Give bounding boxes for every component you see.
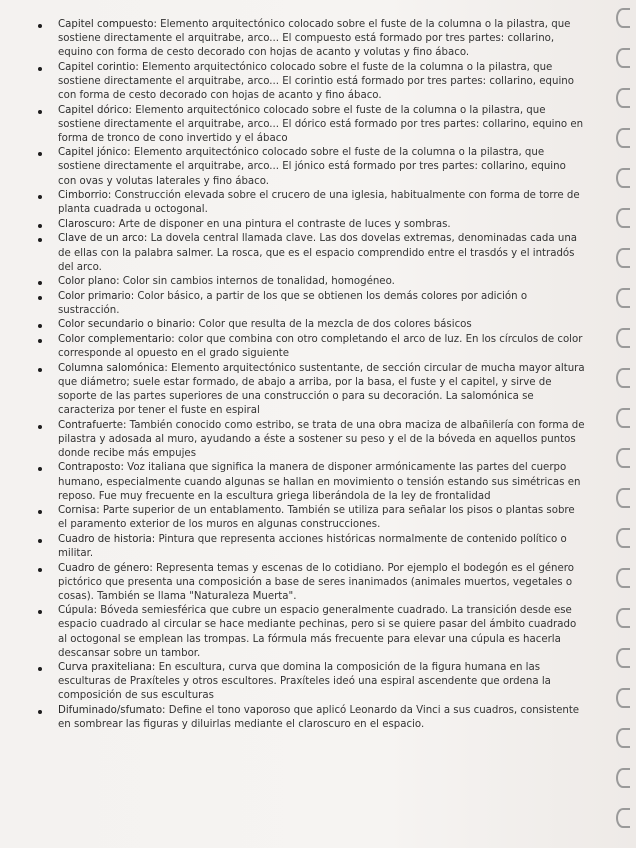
entry-term: Difuminado/sfumato:	[58, 705, 166, 716]
entry-definition: Elemento arquitectónico sustentante, de sección circular de mucha mayor altura que diámetro; suele estar formado, de abajo a arriba, por la basa, el fuste y el capitel, y sirve de soporte de las partes superiores de una construcción o para su decoración. La salomónica se caracteriza por tener el fuste en espiral	[58, 362, 585, 417]
list-item	[58, 218, 586, 232]
entry-definition: Parte superior de un entablamento. También se utiliza para señalar los pisos o plantas sobre el paramento exterior de los muros en algunas construcciones.	[58, 505, 575, 531]
binder-ring	[616, 128, 630, 148]
entry-term: Cúpula:	[58, 605, 97, 617]
binder-ring	[616, 768, 630, 788]
entry-term: Cuadro de género:	[58, 562, 153, 574]
entry-term: Contrafuerte:	[58, 419, 127, 431]
entry-definition: Define el tono vaporoso que aplicó Leonardo da Vinci a sus cuadros, consistente en sombrear las figuras y diluirlas mediante el claroscuro en el espacio.	[58, 705, 580, 731]
binder-ring	[616, 568, 630, 588]
binder-ring	[616, 728, 630, 748]
list-item	[58, 504, 586, 532]
entry-term: Columna salomónica:	[58, 362, 168, 374]
entry-term: Capitel jónico:	[58, 147, 131, 159]
list-item	[58, 318, 586, 332]
list-item	[58, 18, 586, 60]
entry-term: Color secundario o binario:	[58, 319, 196, 331]
binder-ring	[616, 408, 630, 428]
binder-ring	[616, 328, 630, 348]
list-item	[58, 604, 586, 660]
entry-definition: color que combina con otro completando el arco de luz. En los círculos de color corresponde al opuesto en el grado siguiente	[58, 334, 583, 360]
list-item	[58, 461, 586, 503]
entry-definition: Color básico, a partir de los que se obtienen los demás colores por adición o sustracción.	[58, 290, 528, 316]
entry-definition: Elemento arquitectónico colocado sobre el fuste de la columna o la pilastra, que sostiene directamente el arquitrabe, arco... El corintio está formado por tres partes: collarino, equino con forma de cesto decorado con hojas de acanto y fino ábaco.	[58, 61, 574, 101]
entry-term: Curva praxiteliana:	[58, 662, 156, 674]
list-item	[58, 104, 586, 146]
list-item	[58, 419, 586, 461]
entry-definition: Arte de disponer en una pintura el contraste de luces y sombras.	[115, 218, 451, 230]
entry-term: Claroscuro:	[58, 218, 116, 230]
binder-ring	[616, 528, 630, 548]
entry-term: Capitel corintio:	[58, 61, 139, 73]
entry-term: Contraposto:	[58, 462, 124, 474]
list-item	[58, 290, 586, 318]
entry-term: Color complementario:	[58, 334, 175, 346]
binder-ring	[616, 248, 630, 268]
binder-ring	[616, 688, 630, 708]
entry-definition: Construcción elevada sobre el crucero de una iglesia, habitualmente con forma de torre de planta cuadrada u octogonal.	[58, 190, 580, 216]
binder-ring	[616, 88, 630, 108]
list-item	[58, 189, 586, 217]
entry-definition: Color sin cambios internos de tonalidad, homogéneo.	[119, 276, 395, 288]
entry-term: Cimborrio:	[58, 190, 112, 202]
binder-ring	[616, 448, 630, 468]
entry-definition: Bóveda semiesférica que cubre un espacio generalmente cuadrado. La transición desde ese espacio cuadrado al circular se hace mediante pechinas, pero si se quiere pasar del ámbito cuadrado al octogonal se emplean las trompas. La fórmula más frecuente para elevar una cúpula es hacerla descansar sobre un tambor.	[58, 605, 577, 659]
entry-definition: También conocido como estribo, se trata de una obra maciza de albañilería con forma de pilastra y adosada al muro, ayudando a éste a sostener su peso y el de la bóveda en aquellos puntos donde recibe más empujes	[58, 419, 585, 459]
entry-definition: Pintura que representa acciones históricas normalmente de contenido político o militar.	[58, 533, 567, 559]
entry-term: Cuadro de historia:	[58, 533, 156, 545]
binder-ring	[616, 48, 630, 68]
list-item	[58, 704, 586, 732]
entry-definition: Elemento arquitectónico colocado sobre el fuste de la columna o la pilastra, que sostiene directamente el arquitrabe, arco... El jónico está formado por tres partes: collarino, equino con ovas y volutas laterales y fino ábaco.	[58, 147, 566, 187]
entry-definition: Elemento arquitectónico colocado sobre el fuste de la columna o la pilastra, que sostiene directamente el arquitrabe, arco... El compuesto está formado por tres partes: collarino, equino con forma de cesto decorado con hojas de acanto y volutas y fino ábaco.	[58, 19, 571, 59]
entry-definition: Elemento arquitectónico colocado sobre el fuste de la columna o la pilastra, que sostiene directamente el arquitrabe, arco... El dórico está formado por tres partes: collarino, equino en forma de tronco de cono invertido y el ábaco	[58, 104, 584, 144]
entry-term: Capitel dórico:	[58, 104, 132, 116]
entry-term: Capitel compuesto:	[58, 19, 157, 30]
glossary-list	[58, 18, 586, 733]
binder-ring	[616, 8, 630, 28]
entry-term: Clave de un arco:	[58, 233, 148, 245]
list-item	[58, 232, 586, 274]
binder-ring	[616, 808, 630, 828]
binder-ring	[616, 648, 630, 668]
binder-rings	[610, 0, 636, 848]
binder-ring	[616, 288, 630, 308]
binder-ring	[616, 488, 630, 508]
entry-term: Color primario:	[58, 290, 135, 302]
list-item	[58, 562, 586, 604]
entry-definition: Voz italiana que significa la manera de disponer armónicamente las partes del cuerpo humano, especialmente cuando algunas se hallan en movimiento o tensión estando sus simétricas en reposo. Fue muy frecuente en la escultura griega liberándola de la ley de frontalidad	[58, 462, 581, 502]
list-item	[58, 333, 586, 361]
binder-ring	[616, 208, 630, 228]
list-item	[58, 362, 586, 418]
binder-ring	[616, 608, 630, 628]
list-item	[58, 275, 586, 289]
entry-definition: En escultura, curva que domina la composición de la figura humana en las esculturas de Praxíteles y otros escultores. Praxíteles ideó una espiral ascendente que ordena la composición de sus esculturas	[58, 662, 551, 702]
list-item	[58, 61, 586, 103]
binder-ring	[616, 368, 630, 388]
entry-definition: Representa temas y escenas de lo cotidiano. Por ejemplo el bodegón es el género pictórico que presenta una composición a base de seres inanimados (animales muertos, vegetales o cosas). También se llama "Naturaleza Muerta".	[58, 562, 574, 602]
binder-ring	[616, 168, 630, 188]
entry-definition: Color que resulta de la mezcla de dos colores básicos	[195, 319, 472, 331]
entry-term: Color plano:	[58, 276, 120, 288]
list-item	[58, 146, 586, 188]
list-item	[58, 533, 586, 561]
list-item	[58, 661, 586, 703]
entry-term: Cornisa:	[58, 505, 100, 517]
entry-definition: La dovela central llamada clave. Las dos dovelas extremas, denominadas cada una de ellas con la palabra salmer. La rosca, que es el espacio comprendido entre el trasdós y el intradós del arco.	[58, 233, 578, 273]
